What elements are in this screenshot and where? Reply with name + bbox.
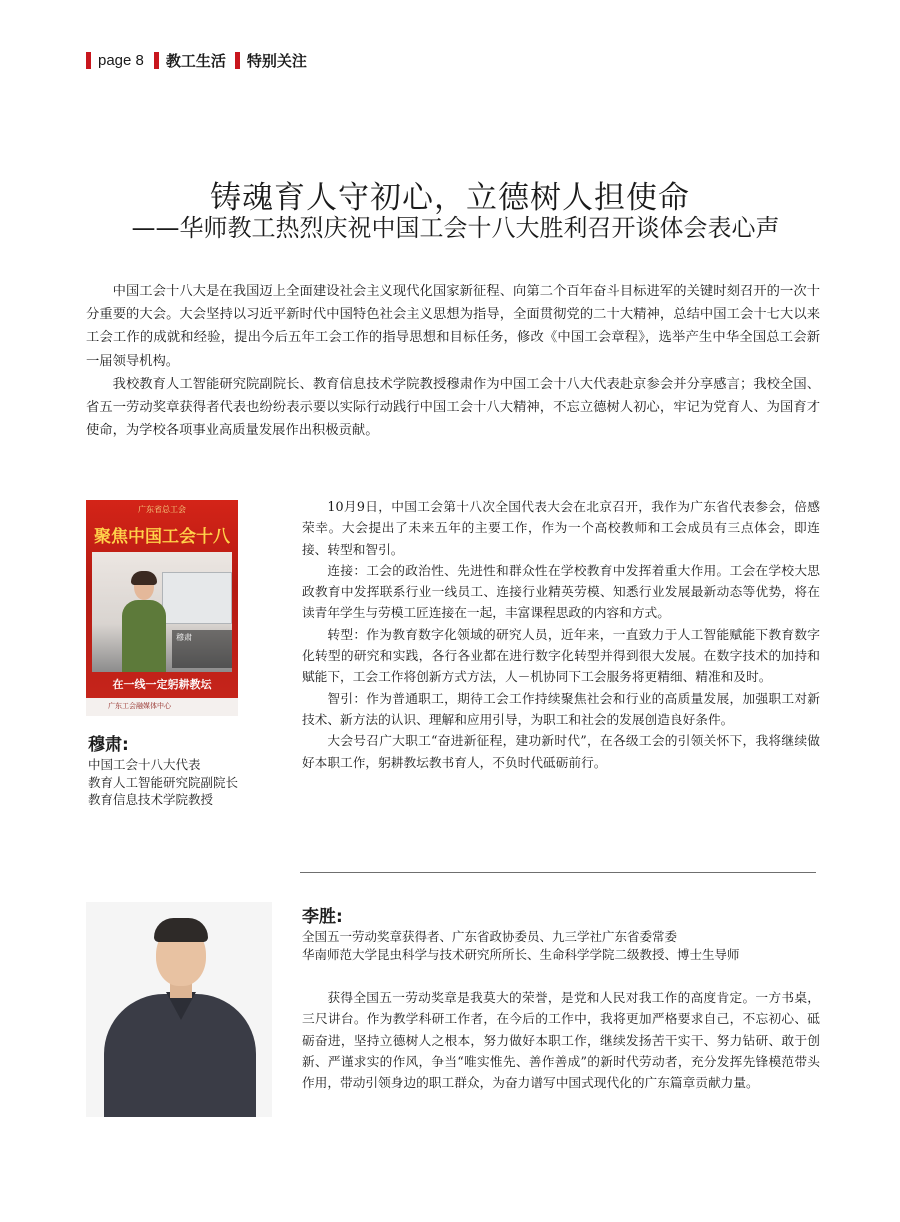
speech-paragraph: 转型：作为教育数字化领域的研究人员，近年来，一直致力于人工智能赋能下教育数字化转型的研究和实践，各行各业都在进行数字化转型并得到很大发展。在数字技术的加持和赋能下，工会工作将创新方式方法，人－机协同下工会服务将更精细、精准和及时。 [302, 626, 820, 685]
person1-role: 教育人工智能研究院副院长 [88, 774, 239, 790]
photo-bottom-strip [86, 698, 238, 716]
photo-caption-name: 穆肃 [176, 633, 192, 642]
person2-caption [302, 906, 822, 963]
section-label-featured: 特别关注 [246, 51, 307, 70]
header-bar-marker [235, 52, 240, 69]
intro-paragraph: 中国工会十八大是在我国迈上全面建设社会主义现代化国家新征程、向第二个百年奋斗目标进军的关键时刻召开的一次十分重要的大会。大会坚持以习近平新时代中国特色社会主义思想为指导，全面贯彻党的二十大精神，总结中国工会十七大以来工会工作的成就和经验，提出今后五年工会工作的指导思想和目标任务，修改《中国工会章程》，选举产生中华全国总工会新一届领导机构。 [86, 284, 820, 369]
bus-shape [162, 572, 232, 624]
section-divider [300, 872, 816, 873]
media-logo: 广东工会融媒体中心 [108, 702, 171, 710]
intro-paragraph: 我校教育人工智能研究院副院长、教育信息技术学院教授穆肃作为中国工会十八大代表赴京参会并分享感言；我校全国、省五一劳动奖章获得者代表也纷纷表示要以实际行动践行中国工会十八大精神，不忘立德树人初心，牢记为党育人、为国育才使命，为学校各项事业高质量发展作出积极贡献。 [86, 376, 820, 439]
person2-speech [302, 987, 820, 1093]
page-number: page 8 [98, 51, 144, 69]
person-figure [120, 574, 166, 672]
article-subtitle: ——华师教工热烈庆祝中国工会十八大胜利召开谈体会表心声 [131, 214, 780, 242]
speech-paragraph: 智引：作为普通职工，期待工会工作持续聚焦社会和行业的高质量发展，加强职工对新技术、新方法的认识、理解和应用引导，为职工和社会的发展创造良好条件。 [302, 690, 820, 727]
person2-role: 华南师范大学昆虫科学与技术研究所所长、生命科学学院二级教授、博士生导师 [302, 946, 740, 962]
photo-headline: 聚焦中国工会十八 [94, 527, 230, 547]
speech-paragraph: 10月9日，中国工会第十八次全国代表大会在北京召开，我作为广东省代表参会，倍感荣幸。大会提出了未来五年的主要工作，作为一个高校教师和工会成员有三点体会，即连接、转型和智引。 [302, 499, 820, 557]
person1-role: 中国工会十八大代表 [88, 757, 201, 772]
speech-paragraph: 获得全国五一劳动奖章是我莫大的荣誉，是党和人民对我工作的高度肯定。一方书桌，三尺讲台。作为教学科研工作者，在今后的工作中，我将更加严格要求自己，不忘初心、砥砺奋进，坚持立德树人之根本，努力做好本职工作，继续发扬苦干实干、努力钻研、敢于创新、严谨求实的作风，争当“唯实惟先、善作善成”的新时代劳动者，充分发挥先锋模范带头作用，带动引领身边的职工群众，为奋力谱写中国式现代化的广东篇章贡献力量。 [302, 990, 820, 1091]
photo-scene [92, 552, 232, 672]
person1-name: 穆肃: [88, 735, 129, 755]
person1-speech [302, 496, 820, 773]
photo-mu-su [86, 500, 238, 716]
person2-role: 全国五一劳动奖章获得者、广东省政协委员、九三学社广东省委常委 [302, 929, 678, 944]
person2-name: 李胜: [302, 907, 343, 927]
speech-paragraph: 连接：工会的政治性、先进性和群众性在学校教育中发挥着重大作用。工会在学校大思政教育中发挥联系行业一线员工、连接行业精英劳模、知悉行业发展最新动态等优势，将在读青年学生与劳模工匠连接在一起，丰富课程思政的内容和方式。 [302, 562, 820, 621]
header-bar-marker [86, 52, 91, 69]
speech-paragraph: 大会号召广大职工“奋进新征程，建功新时代”，在各级工会的引领关怀下，我将继续做好本职工作，躬耕教坛教书育人，不负时代砥砺前行。 [302, 733, 820, 770]
photo-slogan: 在一线一定躬耕教坛 [112, 678, 212, 691]
photo-top-text: 广东省总工会 [138, 505, 186, 514]
person1-role: 教育信息技术学院教授 [88, 792, 214, 807]
article-intro [86, 280, 820, 442]
section-label: 教工生活 [165, 51, 226, 70]
page-header [86, 50, 316, 70]
header-bar-marker [154, 52, 159, 69]
photo-li-sheng [86, 902, 272, 1117]
person1-caption [88, 734, 268, 809]
article-title: 铸魂育人守初心，立德树人担使命 [210, 180, 690, 216]
